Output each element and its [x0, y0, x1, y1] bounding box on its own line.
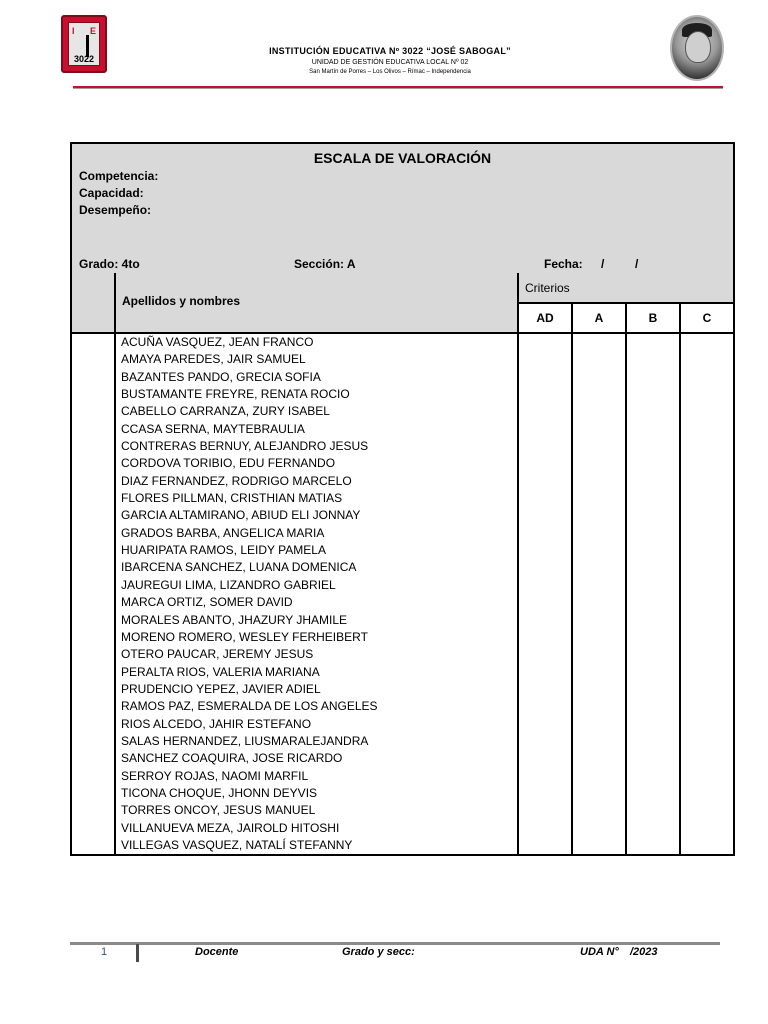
logo-letter-i: I [72, 26, 75, 36]
fecha-separator: / [635, 257, 639, 271]
footer-docente: Docente [195, 946, 239, 958]
capacidad-label: Capacidad: [79, 186, 144, 200]
student-name: TORRES ONCOY, JESUS MANUEL [121, 803, 316, 818]
form-info-panel [72, 144, 733, 275]
names-column-header: Apellidos y nombres [122, 294, 241, 308]
student-name: MARCA ORTIZ, SOMER DAVID [121, 595, 293, 610]
footer-separator [136, 944, 139, 962]
column-header-a: A [594, 311, 604, 325]
form-title: ESCALA DE VALORACIÓN [313, 150, 492, 166]
student-name: CCASA SERNA, MAYTEBRAULIA [121, 421, 305, 436]
student-name: JAUREGUI LIMA, LIZANDRO GABRIEL [121, 577, 336, 592]
student-name: MORALES ABANTO, JHAZURY JHAMILE [121, 612, 348, 627]
desempeno-label: Desempeño: [79, 203, 152, 217]
footer-year: /2023 [630, 946, 658, 958]
column-header-c: C [702, 311, 712, 325]
student-name: TICONA CHOQUE, JHONN DEYVIS [121, 785, 318, 800]
student-name: SANCHEZ COAQUIRA, JOSE RICARDO [121, 751, 343, 766]
student-name: BAZANTES PANDO, GRECIA SOFIA [121, 369, 321, 384]
portrait-image [670, 15, 724, 81]
ugel-name: UNIDAD DE GESTIÓN EDUCATIVA LOCAL Nº 02 [311, 59, 469, 66]
grid-line [114, 273, 116, 854]
logo-number: 3022 [73, 54, 95, 64]
student-list [121, 334, 521, 854]
student-name: RAMOS PAZ, ESMERALDA DE LOS ANGELES [121, 699, 378, 714]
assessment-sheet [70, 142, 735, 856]
student-name: IBARCENA SANCHEZ, LUANA DOMENICA [121, 560, 357, 575]
column-header-ad: AD [536, 311, 554, 325]
institution-name: INSTITUCIÓN EDUCATIVA Nº 3022 “JOSÉ SABOGAL” [269, 46, 511, 56]
fecha-label: Fecha: [544, 257, 583, 271]
fecha-separator: / [601, 257, 605, 271]
page-header [0, 0, 768, 100]
footer-divider [70, 942, 720, 945]
header-divider [73, 86, 723, 88]
criterios-header: Criterios [525, 281, 570, 295]
logo-letter-e: E [89, 26, 96, 36]
grado-field: Grado: 4to [79, 257, 140, 271]
student-name: OTERO PAUCAR, JEREMY JESUS [121, 647, 314, 662]
school-logo [61, 15, 107, 73]
column-header-b: B [648, 311, 658, 325]
grid-line [679, 302, 681, 854]
student-name: FLORES PILLMAN, CRISTHIAN MATIAS [121, 491, 343, 506]
grid-line [625, 302, 627, 854]
student-name: SERROY ROJAS, NAOMI MARFIL [121, 768, 309, 783]
student-name: VILLANUEVA MEZA, JAIROLD HITOSHI [121, 820, 340, 835]
page-footer [0, 930, 768, 990]
student-name: DIAZ FERNANDEZ, RODRIGO MARCELO [121, 473, 352, 488]
footer-uda: UDA N° [580, 946, 619, 958]
page-number: 1 [101, 946, 108, 958]
footer-grado-secc: Grado y secc: [342, 946, 415, 958]
student-name: GRADOS BARBA, ANGELICA MARIA [121, 525, 325, 540]
student-name: GARCIA ALTAMIRANO, ABIUD ELI JONNAY [121, 508, 361, 523]
student-name: PERALTA RIOS, VALERIA MARIANA [121, 664, 320, 679]
student-name: HUARIPATA RAMOS, LEIDY PAMELA [121, 543, 326, 558]
grid-line [571, 302, 573, 854]
student-name: CONTRERAS BERNUY, ALEJANDRO JESUS [121, 439, 369, 454]
seccion-field: Sección: A [294, 257, 356, 271]
student-name: ACUÑA VASQUEZ, JEAN FRANCO [121, 335, 314, 349]
student-name: CABELLO CARRANZA, ZURY ISABEL [121, 404, 330, 419]
student-name: CORDOVA TORIBIO, EDU FERNANDO [121, 456, 336, 471]
student-name: RIOS ALCEDO, JAHIR ESTEFANO [121, 716, 312, 731]
student-name: MORENO ROMERO, WESLEY FERHEIBERT [121, 629, 368, 644]
student-name: VILLEGAS VASQUEZ, NATALÍ STEFANNY [121, 837, 353, 852]
student-name: PRUDENCIO YEPEZ, JAVIER ADIEL [121, 681, 321, 696]
student-name: SALAS HERNANDEZ, LIUSMARALEJANDRA [121, 733, 369, 748]
districts-line: San Martín de Porres – Los Olivos – Rímac – Independencia [309, 69, 471, 75]
competencia-label: Competencia: [79, 169, 159, 183]
student-name: AMAYA PAREDES, JAIR SAMUEL [121, 352, 306, 367]
student-name: BUSTAMANTE FREYRE, RENATA ROCIO [121, 387, 350, 402]
